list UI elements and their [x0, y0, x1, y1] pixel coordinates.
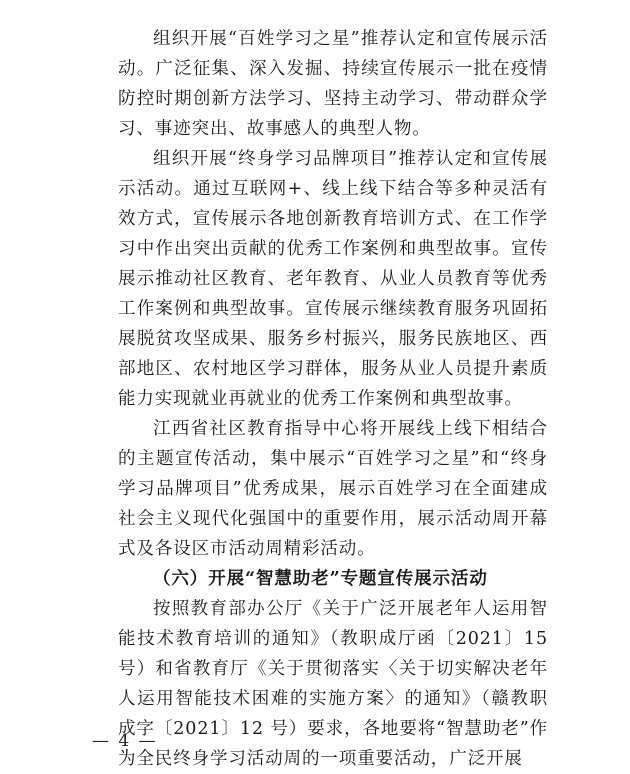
paragraph-lifelong-brand: 组织开展“终身学习品牌项目”推荐认定和宣传展示活动。通过互联网+、线上线下结合等多种灵活有效方式，宣传展示各地创新教育培训方式、在工作学习中作出突出贡献的优秀工作案例和典型故事。宣传展示推动社区教育、老年教育、从业人员教育等优秀工作案例和典型故事。宣传展示继续教育服务巩固拓展脱贫攻坚成果、服务乡村振兴，服务民族地区、西部地区、农村地区学习群体，服务从业人员提升素质能力实现就业再就业的优秀工作案例和典型故事。: [118, 149, 548, 409]
paragraph-jiangxi-center: 江西省社区教育指导中心将开展线上线下相结合的主题宣传活动，集中展示“百姓学习之星”和“终身学习品牌项目”优秀成果，展示百姓学习在全面建成社会主义现代化强国中的重要作用，展示活动周开幕式及各设区市活动周精彩活动。: [118, 419, 548, 559]
page-number: — 4 —: [92, 731, 158, 751]
paragraph-smart-elderly: 按照教育部办公厅《关于广泛开展老年人运用智能技术教育培训的通知》（教职成厅函〔2021〕15 号）和省教育厅《关于贯彻落实〈关于切实解决老年人运用智能技术困难的实施方案〉的通知》（赣教职成字〔2021〕12 号）要求，各地要将“智慧助老”作为全民终身学习活动周的一项重要活动，广泛开展: [118, 599, 548, 769]
document-body: [118, 24, 548, 774]
section-heading: （六）开展“智慧助老”专题宣传展示活动: [153, 569, 488, 589]
paragraph-baixing-star: 组织开展“百姓学习之星”推荐认定和宣传展示活动。广泛征集、深入发掘、持续宣传展示一批在疫情防控时期创新方法学习、坚持主动学习、带动群众学习、事迹突出、故事感人的典型人物。: [118, 29, 548, 139]
